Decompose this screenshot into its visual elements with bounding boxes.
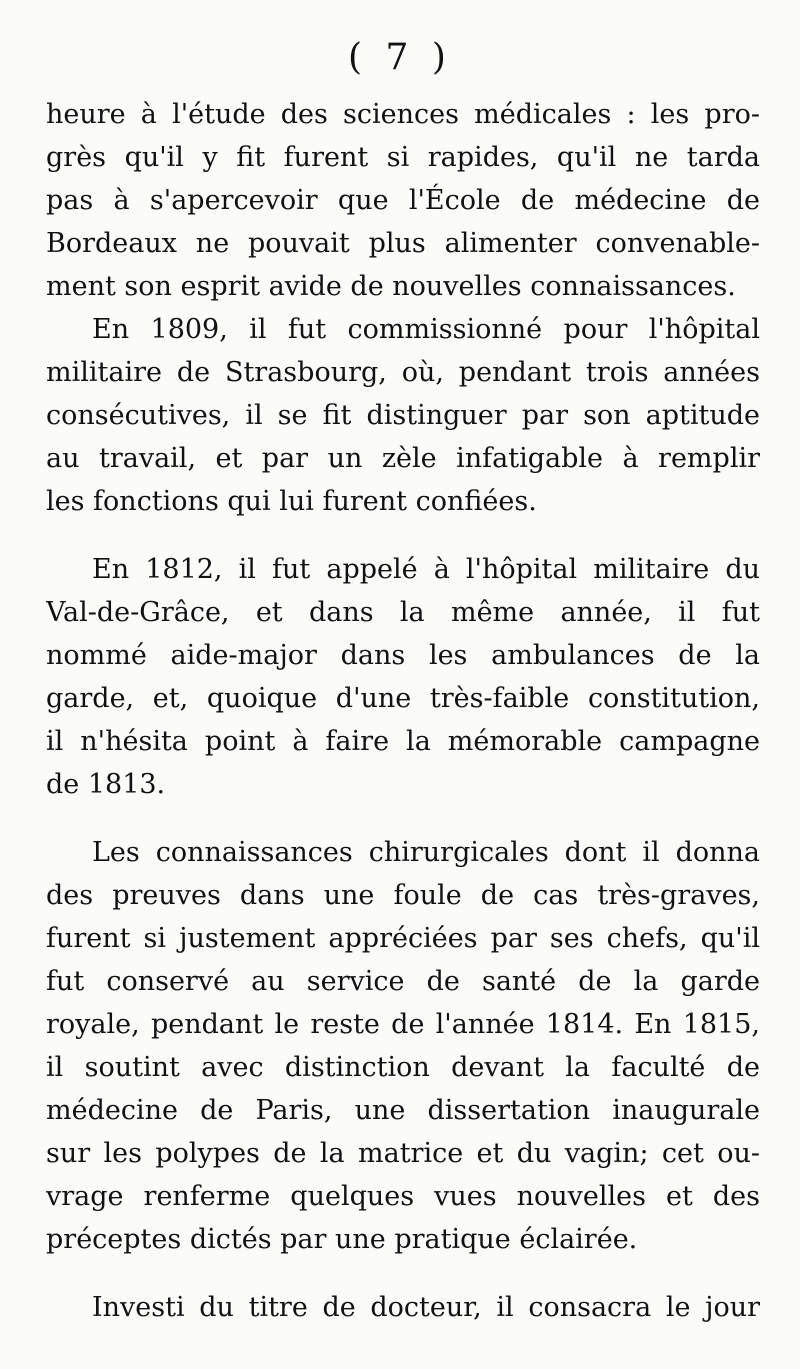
body-text <box>46 93 760 1329</box>
text-line: de 1813. <box>46 769 166 800</box>
text-line: Bordeaux ne pouvait plus alimenter convenable- <box>46 228 760 259</box>
paragraph <box>46 831 760 1261</box>
text-line: il n'hésita point à faire la mémorable campagne <box>46 726 760 757</box>
text-line: préceptes dictés par une pratique éclairée. <box>46 1224 638 1255</box>
text-line: heure à l'étude des sciences médicales : les pro- <box>46 99 760 130</box>
text-line: grès qu'il y fit furent si rapides, qu'il ne tarda <box>46 142 760 173</box>
paragraph <box>46 548 760 806</box>
text-line: royale, pendant le reste de l'année 1814. En 1815, <box>46 1009 760 1040</box>
text-line: furent si justement appréciées par ses chefs, qu'il <box>46 923 760 954</box>
text-line: Val-de-Grâce, et dans la même année, il fut <box>46 597 760 628</box>
text-line: au travail, et par un zèle infatigable à remplir <box>46 443 760 474</box>
text-line: sur les polypes de la matrice et du vagin; cet ou- <box>46 1138 760 1169</box>
text-line: Les connaissances chirurgicales dont il donna <box>92 837 760 868</box>
text-line: militaire de Strasbourg, où, pendant trois années <box>46 357 760 388</box>
page-number: ( 7 ) <box>348 37 452 78</box>
paragraph-gap <box>46 1261 760 1286</box>
text-line: garde, et, quoique d'une très-faible constitution, <box>46 683 760 714</box>
text-line: consécutives, il se fit distinguer par son aptitude <box>46 400 760 431</box>
paragraph <box>46 308 760 523</box>
paragraph-gap <box>46 523 760 548</box>
text-line: Investi du titre de docteur, il consacra le jour <box>92 1292 760 1323</box>
text-line: En 1812, il fut appelé à l'hôpital militaire du <box>92 554 760 585</box>
text-line: nommé aide-major dans les ambulances de la <box>46 640 760 671</box>
text-line: ment son esprit avide de nouvelles connaissances. <box>46 271 736 302</box>
text-line: médecine de Paris, une dissertation inaugurale <box>46 1095 760 1126</box>
text-line: vrage renferme quelques vues nouvelles et des <box>46 1181 760 1212</box>
paragraph-gap <box>46 806 760 831</box>
text-line: des preuves dans une foule de cas très-graves, <box>46 880 760 911</box>
text-line: il soutint avec distinction devant la faculté de <box>46 1052 760 1083</box>
paragraph <box>46 1286 760 1329</box>
text-line: pas à s'apercevoir que l'École de médecine de <box>46 185 760 216</box>
paragraph <box>46 93 760 308</box>
text-line: fut conservé au service de santé de la garde <box>46 966 760 997</box>
text-line: En 1809, il fut commissionné pour l'hôpital <box>92 314 760 345</box>
text-line: les fonctions qui lui furent confiées. <box>46 486 537 517</box>
